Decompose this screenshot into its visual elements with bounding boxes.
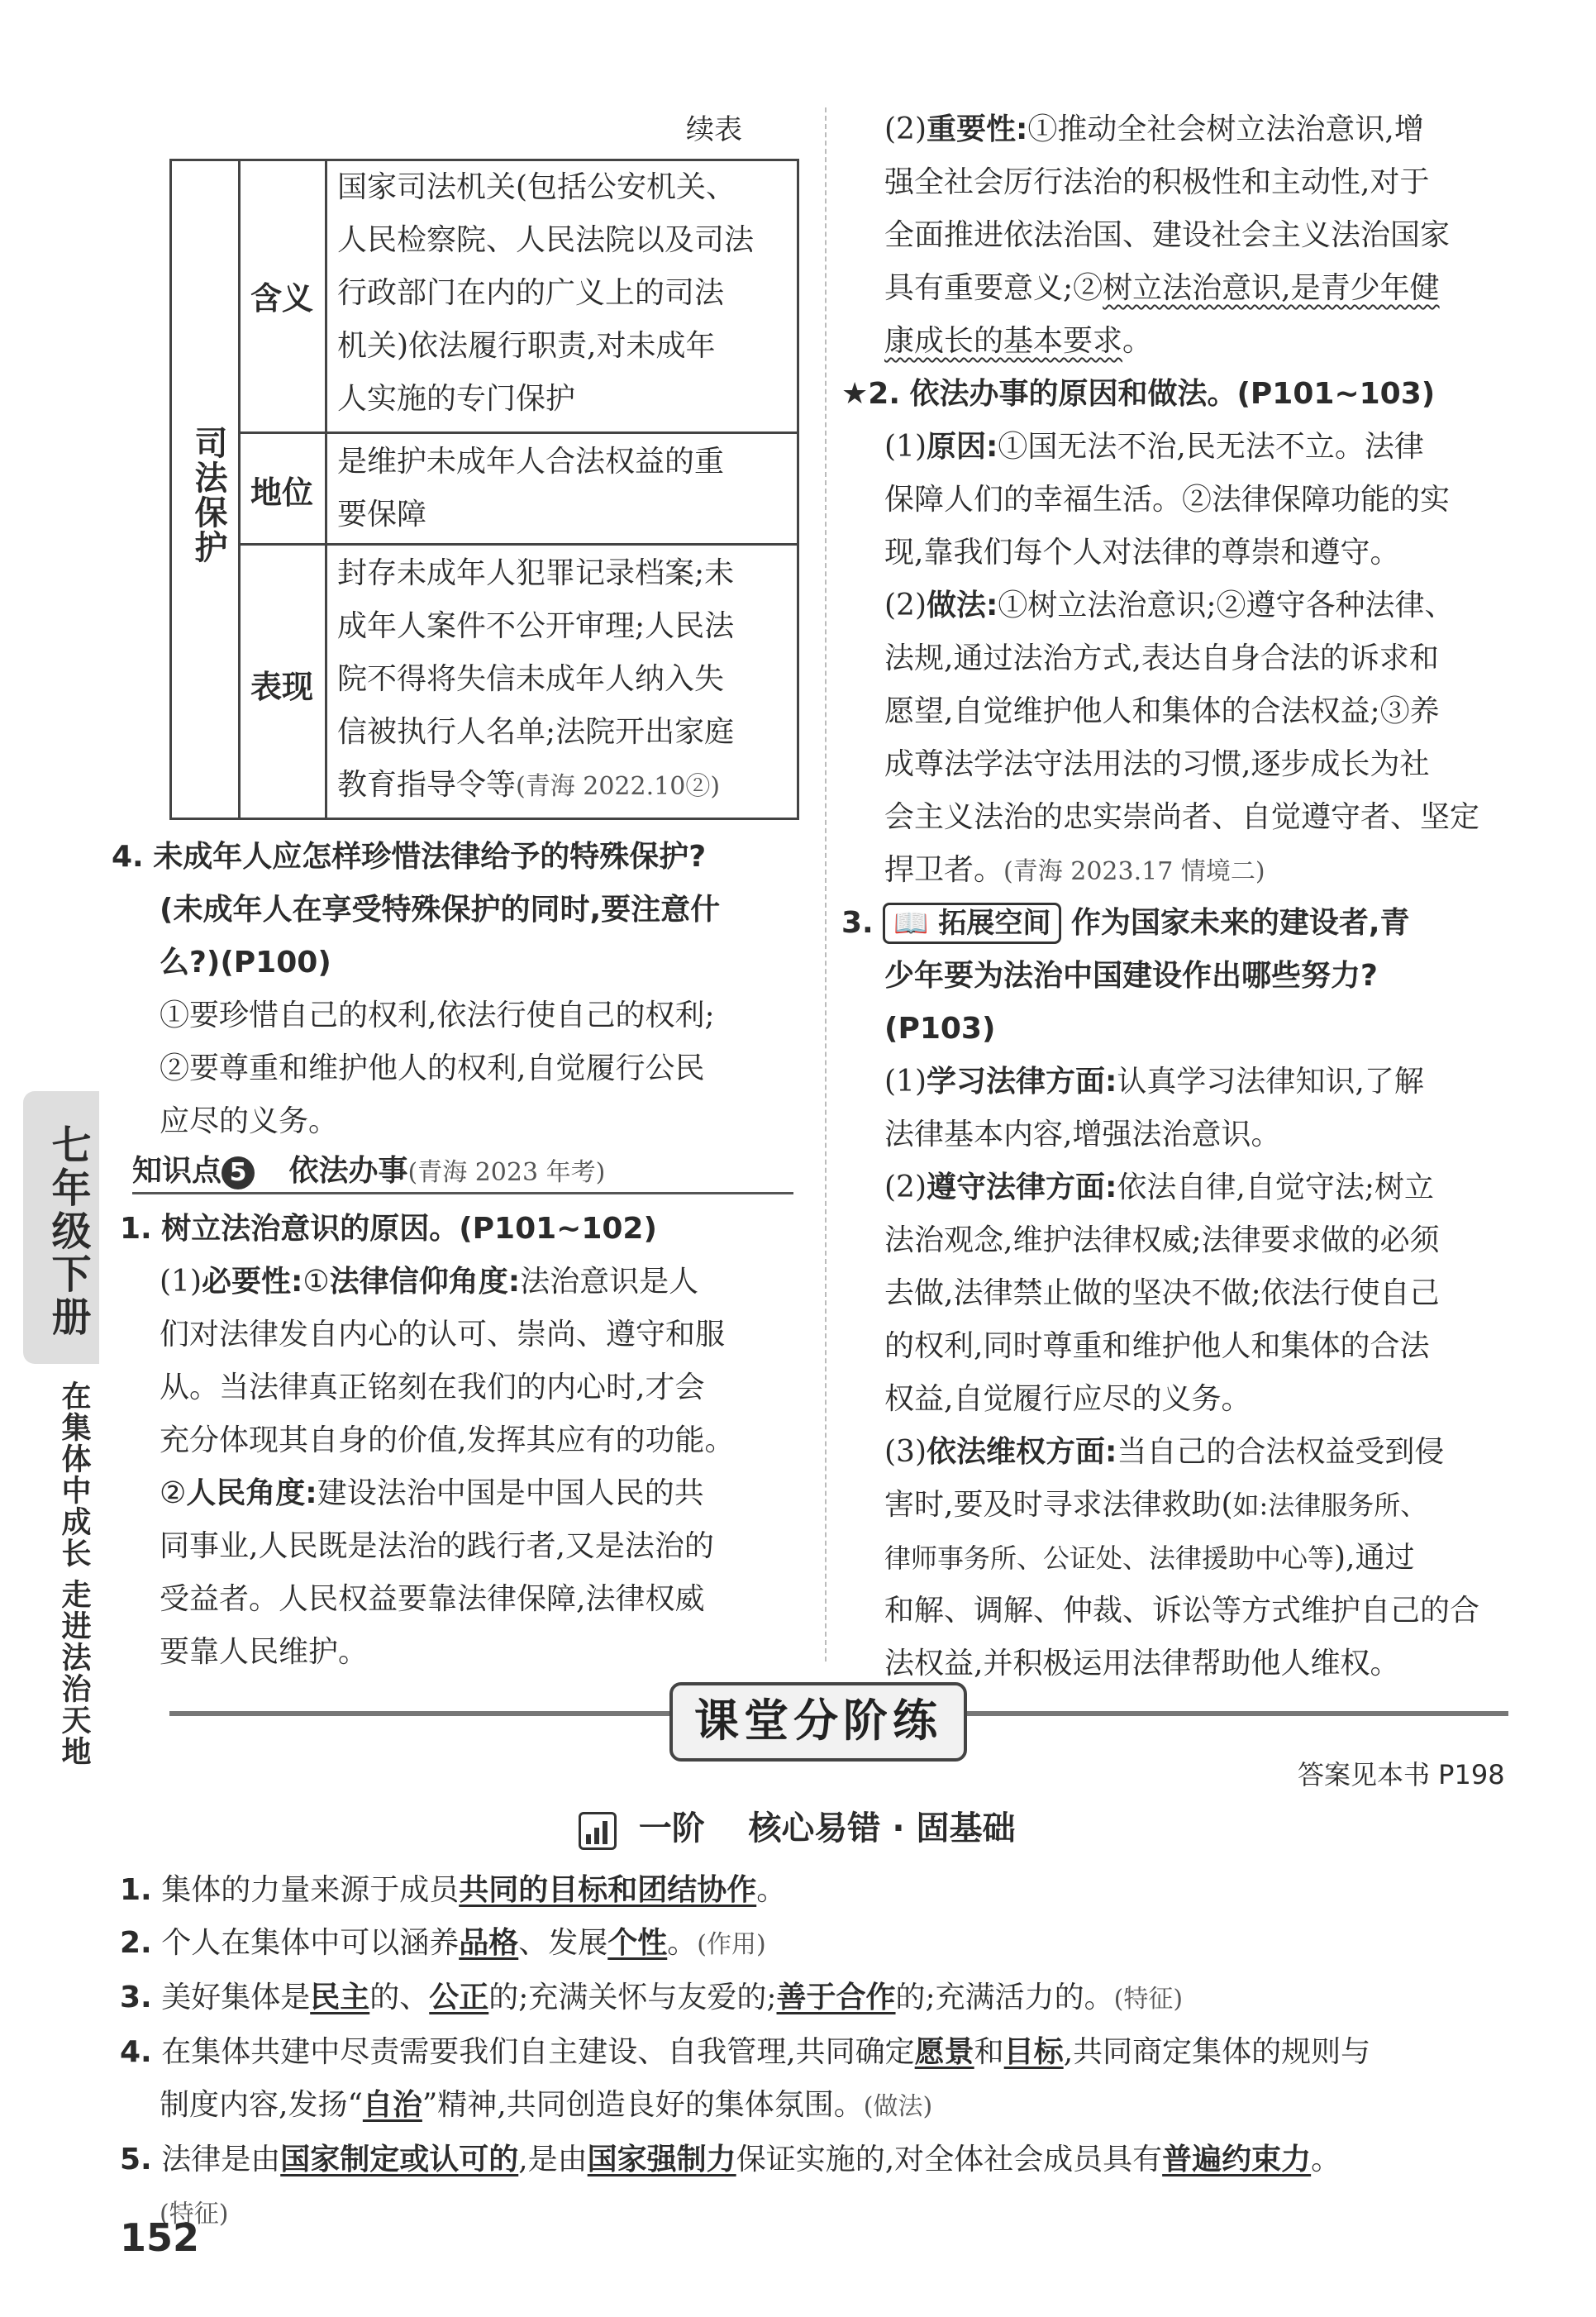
table-cell-meaning: 国家司法机关(包括公安机关、 人民检察院、人民法院以及司法 行政部门在内的广义上的司法 机关)依法履行职责,对未成年 人实施的专门保护 [337,170,755,416]
side-unit-label: 在集体中成长 [57,1380,91,1569]
practice-item-4: 4. 在集体共建中尽责需要我们自主建设、自我管理,共同确定愿景和目标,共同商定集体的规则与 [120,2035,1371,2069]
book-icon: 📖 [893,907,929,940]
side-topic-label: 走进法治天地 [57,1579,91,1767]
importance-block: (2)重要性:①推动全社会树立法治意识,增 强全社会厉行法治的积极性和主动性,对于 全面推进依法治国、建设社会主义法治国家 具有重要意义;②树立法治意识,是青少年健 康成长的基本要求。 [884,112,1451,358]
bar-chart-icon [579,1812,617,1850]
side-grade-label: 七年级下册 [45,1124,91,1339]
q2-block: ★2. 依法办事的原因和做法。(P101~103) (1)原因:①国无法不治,民无法不立。法律 保障人们的幸福生活。②法律保障功能的实 现,靠我们每个人对法律的尊崇和遵守。 (2)做法:①树立法治意识;②遵守各种法律、 法规,通过法治方式,表达自身合法的诉求和 愿望,自觉维护他人和集体的合法权益;③养 成尊法学法守法用法的习惯,逐步成长为社 会主义法治的忠实崇尚者、自觉遵守者、坚定 捍卫者。(青海 2023.17 情境二) [841,377,1480,887]
q3-block: 3. 📖 拓展空间 作为国家未来的建设者,青 少年要为法治中国建设作出哪些努力? (P103) (1)学习法律方面:认真学习法律知识,了解 法律基本内容,增强法治意识。 (2)遵守法律方面:依法自律,自觉守法;树立 法治观念,维护法律权威;法律要求做的必须 去做,法律禁止做的坚决不做;依法行使自己 的权利,同时尊重和维护他人和集体的合法 权益,自觉履行应尽的义务。 (3)依法维权方面:当自己的合法权益受到侵 害时,要及时寻求法律救助(如:法律服务所、 律师事务所、公证处、法律援助中心等),通过 和解、调解、仲裁、诉讼等方式维护自己的合 法权益,并积极运用法律帮助他人维权。 [841,897,1479,1690]
page-number: 152 [120,2215,200,2260]
table-row-label-meaning: 含义 [250,280,314,317]
knowledge-point-number: 5 [222,1156,255,1189]
practice-item-2: 2. 个人在集体中可以涵养品格、发展个性。(作用) [120,1926,766,1960]
table-continued-label: 续表 [686,113,742,146]
table-row-header: 司法保护 [189,426,227,565]
answer-reference: 答案见本书 P198 [1298,1759,1505,1790]
knowledge-underline [132,1192,793,1194]
judicial-protection-table [169,159,799,820]
side-tab-grade [23,1091,99,1364]
q4-block: 4. 未成年人应怎样珍惜法律给予的特殊保护? (未成年人在享受特殊保护的同时,要注意什 么?)(P100) ①要珍惜自己的权利,依法行使自己的权利; ②要尊重和维护他人的权利,自觉履行公民 应尽的义务。 [112,840,721,1138]
q1-block: 1. 树立法治意识的原因。(P101~102) (1)必要性:①法律信仰角度:法治意识是人 们对法律发自内心的认可、崇尚、遵守和服 从。当法律真正铭刻在我们的内心时,才会 充分体现其自身的价值,发挥其应有的功能。 ②人民角度:建设法治中国是中国人民的共 同事业,人民既是法治的践行者,又是法治的 受益者。人民权益要靠法律保障,法律权威 要靠人民维护。 [120,1212,735,1669]
column-divider [825,107,827,1661]
practice-item-3: 3. 美好集体是民主的、公正的;充满关怀与友爱的;善于合作的;充满活力的。(特征) [120,1981,1184,2014]
practice-item-5: 5. 法律是由国家制定或认可的,是由国家强制力保证实施的,对全体社会成员具有普遍约束力。 [120,2143,1341,2176]
level-header: 一阶 核心易错 · 固基础 [579,1802,1015,1855]
source-note: (青海 2022.10②) [516,772,721,801]
practice-item-1: 1. 集体的力量来源于成员共同的目标和团结协作。 [120,1873,787,1907]
table-cell-manifest: 封存未成年人犯罪记录档案;未 成年人案件不公开审理;人民法 院不得将失信未成年人纳入失 信被执行人名单;法院开出家庭 教育指导令等(青海 2022.10②) [337,556,735,802]
knowledge-point-header: 知识点 5 依法办事(青海 2023 年考) [132,1154,606,1188]
table-row-label-status: 地位 [250,474,314,511]
practice-banner: 课堂分阶练 [669,1682,967,1762]
table-cell-status: 是维护未成年人合法权益的重 要保障 [337,445,725,532]
expand-space-tag: 📖 拓展空间 [883,903,1061,944]
practice-list: 1. 集体的力量来源于成员共同的目标和团结协作。 2. 个人在集体中可以涵养品格、发展个性。(作用) 3. 美好集体是民主的、公正的;充满关怀与友爱的;善于合作的;充满活力的。(特征) 4. 在集体共建中尽责需要我们自主建设、自我管理,共同确定愿景和目标,共同商定集体的规则与 制度内容,发扬“自治”精神,共同创造良好的集体氛围。(做法) 5. 法律是由国家制定或认可的,是由国家强制力保证实施的,对全体社会成员具有普遍约束力。 (特征) [120,1864,1370,2241]
table-row-label-manifest: 表现 [250,669,314,705]
